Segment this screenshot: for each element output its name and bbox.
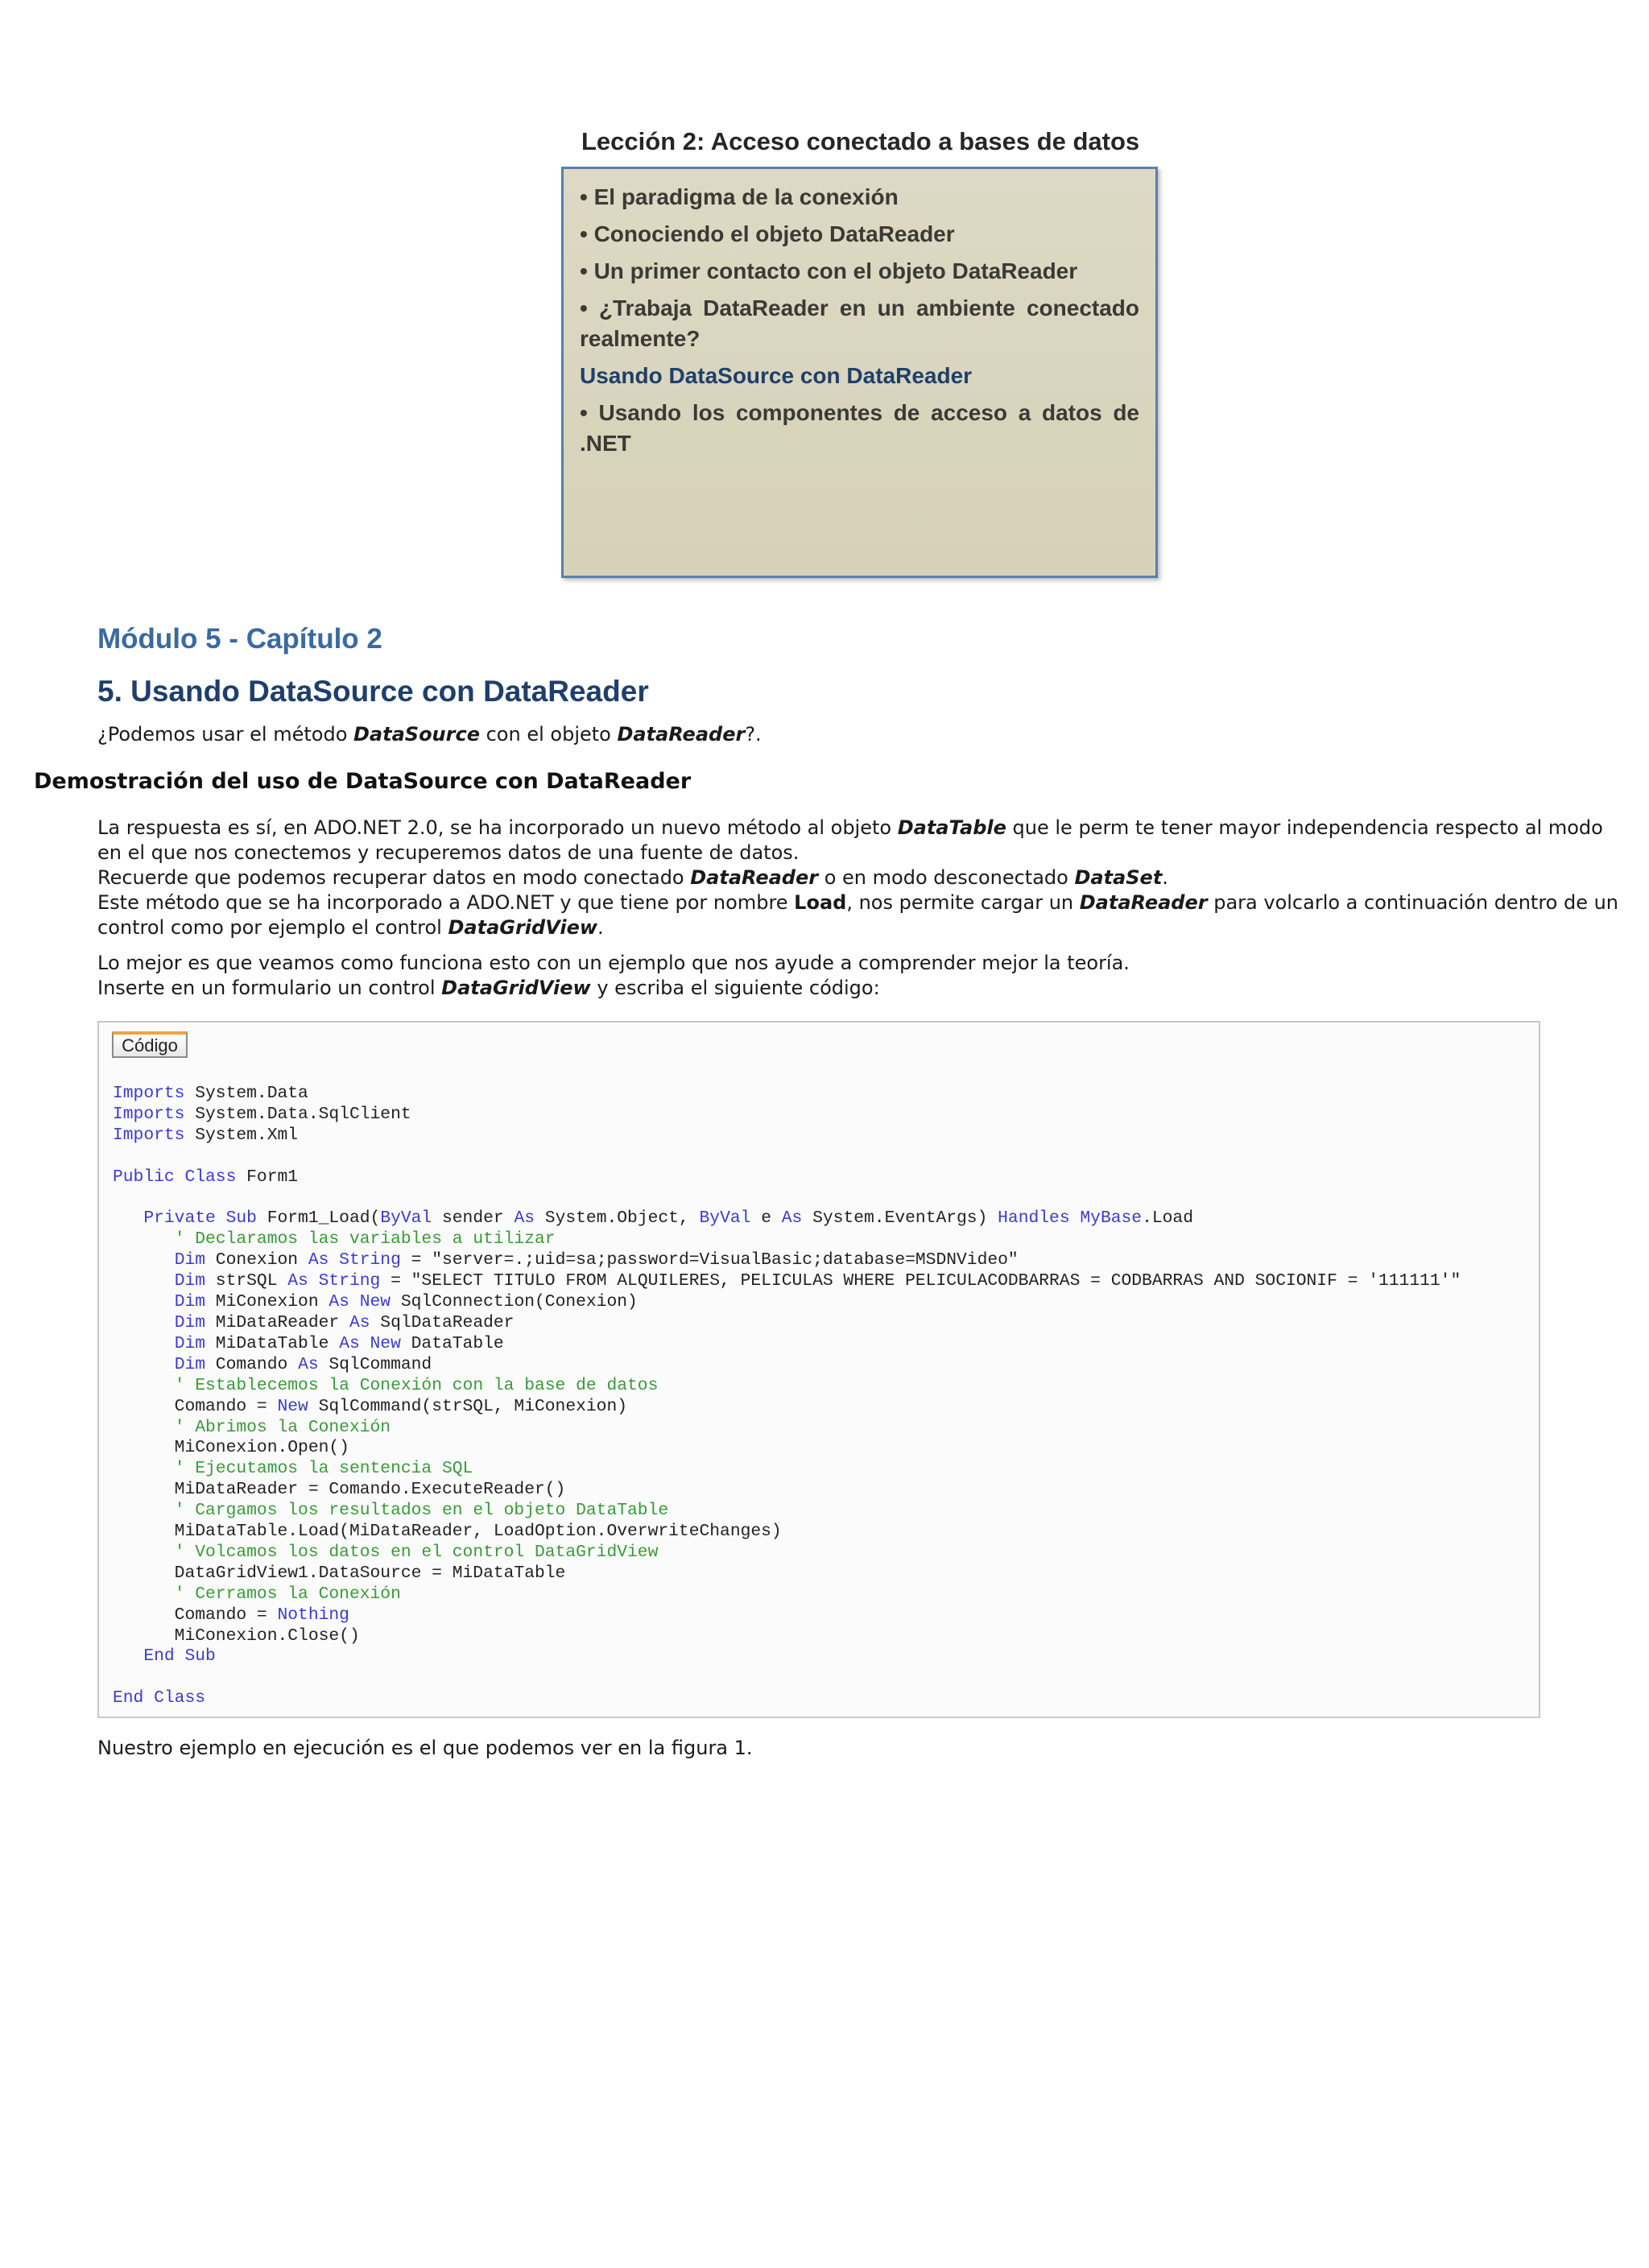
code-keyword: As — [298, 1354, 319, 1374]
slide-item: • Un primer contacto con el objeto DataReader — [580, 258, 1078, 283]
code-text: SqlConnection(Conexion) — [391, 1292, 638, 1312]
code-tab[interactable]: Código — [112, 1031, 188, 1058]
code-text — [113, 1292, 175, 1312]
code-listing — [113, 1084, 1461, 1709]
text: ?. — [745, 723, 762, 746]
text: Recuerde que podemos recuperar datos en modo conectado — [97, 866, 691, 889]
code-text — [113, 1229, 175, 1249]
text: Este método que se ha incorporado a ADO.NET y que tiene por nombre — [97, 891, 795, 914]
code-text: SqlDataReader — [370, 1312, 515, 1332]
code-keyword: ByVal — [380, 1208, 432, 1229]
code-text: Form1 — [236, 1167, 299, 1187]
code-line — [113, 1646, 1461, 1667]
code-line — [113, 1605, 1461, 1626]
code-text — [113, 1355, 175, 1374]
code-text: Comando = — [113, 1396, 278, 1416]
text: , nos permite cargar un — [846, 891, 1080, 914]
code-text: MiConexion.Open() — [113, 1438, 349, 1458]
code-line — [113, 1105, 1461, 1126]
text: . — [1162, 866, 1168, 889]
text: ¿Podemos usar el método — [97, 723, 353, 746]
code-keyword: As — [781, 1208, 803, 1229]
code-line — [113, 1459, 1461, 1480]
term: Load — [794, 891, 847, 914]
code-text: sender — [432, 1208, 515, 1229]
code-line — [113, 1334, 1461, 1355]
code-text: MiDataTable — [205, 1333, 340, 1353]
code-text — [113, 1459, 175, 1478]
code-line — [113, 1522, 1461, 1543]
code-line — [113, 1208, 1461, 1229]
paragraph-line — [97, 816, 1619, 865]
code-line — [113, 1480, 1461, 1501]
code-keyword: Dim — [174, 1354, 206, 1374]
code-line — [113, 1438, 1461, 1459]
code-line — [113, 1084, 1461, 1105]
code-keyword: As — [514, 1208, 535, 1229]
code-text: MiConexion.Close() — [113, 1626, 360, 1646]
term: DataTable — [897, 816, 1006, 839]
paragraph-explanation — [97, 816, 1619, 940]
slide-item: • Usando los componentes de acceso a datos de .NET — [580, 400, 1139, 456]
code-line — [113, 1271, 1461, 1292]
code-line — [113, 1313, 1461, 1334]
term: DataReader — [617, 723, 746, 746]
text: Inserte en un formulario un control — [97, 977, 442, 999]
code-keyword: ByVal — [699, 1208, 751, 1229]
paragraph-line — [97, 890, 1619, 940]
code-line — [113, 1229, 1461, 1250]
code-line — [113, 1564, 1461, 1584]
code-text: MiConexion — [205, 1292, 329, 1312]
code-keyword: Dim — [174, 1292, 206, 1312]
code-line — [113, 1688, 1461, 1709]
code-text: .Load — [1142, 1208, 1193, 1229]
code-line — [113, 1126, 1461, 1146]
code-keyword: Imports — [113, 1104, 185, 1124]
code-text: MiDataTable.Load(MiDataReader, LoadOption.OverwriteChanges) — [113, 1522, 782, 1542]
code-comment: ' Declaramos las variables a utilizar — [174, 1229, 556, 1250]
slide-lesson-list — [561, 167, 1158, 578]
code-text: Form1_Load( — [256, 1208, 381, 1229]
text: o en modo desconectado — [818, 866, 1075, 889]
code-text — [113, 1313, 175, 1332]
code-line — [113, 1626, 1461, 1647]
code-text: System.Xml — [184, 1125, 299, 1145]
code-text — [113, 1418, 175, 1437]
paragraph-line: Lo mejor es que veamos como funciona esto con un ejemplo que nos ayude a comprender mejor la teoría. — [97, 952, 1130, 974]
text: que le perm te tener mayor independencia respecto al modo en el que nos conectemos y recuperemos datos de una fuente de datos. — [97, 816, 1603, 864]
code-comment: ' Cerramos la Conexión — [174, 1584, 401, 1604]
code-keyword: As New — [329, 1292, 391, 1312]
slide-item: • El paradigma de la conexión — [580, 184, 899, 209]
slide-title: Lección 2: Acceso conectado a bases de datos — [581, 127, 1140, 155]
code-keyword: Nothing — [277, 1605, 349, 1625]
code-text: MiDataReader — [205, 1312, 349, 1332]
term: DataReader — [1079, 891, 1208, 914]
code-block — [97, 1021, 1540, 1718]
code-text: e — [750, 1208, 782, 1229]
code-text — [113, 1376, 175, 1395]
text: para volcarlo a continuación dentro de un control como por ejemplo el control — [97, 891, 1619, 939]
code-comment: ' Cargamos los resultados en el objeto DataTable — [174, 1501, 669, 1521]
intro-question — [97, 723, 762, 746]
module-title: Módulo 5 - Capítulo 2 — [97, 623, 382, 655]
code-keyword: End Sub — [143, 1646, 216, 1667]
code-text: DataGridView1.DataSource = MiDataTable — [113, 1563, 566, 1583]
code-text: MiDataReader = Comando.ExecuteReader() — [113, 1480, 566, 1500]
code-line — [113, 1146, 1461, 1167]
code-comment: ' Volcamos los datos en el control DataGridView — [174, 1542, 659, 1562]
code-line — [113, 1250, 1461, 1271]
code-text: SqlCommand — [318, 1354, 432, 1374]
code-text: strSQL — [205, 1271, 288, 1291]
paragraph-instructions — [97, 951, 1619, 1001]
code-text: Comando — [205, 1354, 299, 1374]
code-line — [113, 1418, 1461, 1439]
text: y escriba el siguiente código: — [590, 977, 880, 999]
code-keyword: Public Class — [113, 1167, 237, 1187]
code-text — [113, 1334, 175, 1353]
code-text: SqlCommand(strSQL, MiConexion) — [308, 1396, 628, 1416]
code-line — [113, 1188, 1461, 1209]
code-comment: ' Establecemos la Conexión con la base de datos — [174, 1375, 659, 1395]
code-text — [113, 1501, 175, 1520]
closing-text: Nuestro ejemplo en ejecución es el que podemos ver en la figura 1. — [97, 1737, 753, 1759]
code-keyword: End Class — [113, 1688, 206, 1708]
term: DataGridView — [448, 916, 598, 939]
code-keyword: As String — [287, 1271, 381, 1291]
code-line — [113, 1584, 1461, 1605]
term: DataReader — [690, 866, 819, 889]
term: DataSet — [1074, 866, 1163, 889]
code-text: = "server=.;uid=sa;password=VisualBasic;database=MSDNVideo" — [400, 1250, 1019, 1270]
code-keyword: New — [277, 1396, 308, 1416]
slide-item: • Conociendo el objeto DataReader — [580, 221, 955, 246]
code-keyword: Handles MyBase — [998, 1208, 1143, 1229]
code-text: Comando = — [113, 1605, 278, 1625]
code-line — [113, 1292, 1461, 1313]
slide-item: • ¿Trabaja DataReader en un ambiente conectado realmente? — [580, 295, 1139, 351]
code-keyword: Dim — [174, 1312, 206, 1332]
code-text: Conexion — [205, 1250, 308, 1270]
code-comment: ' Abrimos la Conexión — [174, 1417, 391, 1437]
section-title: 5. Usando DataSource con DataReader — [97, 675, 649, 708]
code-line — [113, 1501, 1461, 1522]
paragraph-line — [97, 865, 1619, 890]
code-text — [113, 1250, 175, 1270]
code-text: System.Data — [184, 1084, 308, 1103]
code-comment: ' Ejecutamos la sentencia SQL — [174, 1459, 473, 1479]
text: con el objeto — [479, 723, 618, 746]
code-text — [113, 1208, 143, 1228]
text: . — [597, 916, 604, 939]
slide-item-current: Usando DataSource con DataReader — [580, 363, 973, 388]
code-text: System.EventArgs) — [802, 1208, 998, 1229]
code-text — [113, 1646, 143, 1666]
paragraph-line — [97, 976, 1619, 1001]
code-text: = "SELECT TITULO FROM ALQUILERES, PELICULAS WHERE PELICULACODBARRAS = CODBARRAS AND SOCIONIF = '111111'" — [380, 1271, 1461, 1291]
code-keyword: Dim — [174, 1271, 206, 1291]
code-keyword: As — [349, 1312, 370, 1332]
code-keyword: As String — [308, 1250, 401, 1270]
code-text: System.Object, — [535, 1208, 700, 1229]
code-text: System.Data.SqlClient — [184, 1104, 411, 1124]
code-keyword: Dim — [174, 1250, 206, 1270]
term: DataGridView — [441, 977, 591, 999]
code-line — [113, 1667, 1461, 1688]
code-keyword: As New — [339, 1333, 401, 1353]
demo-heading: Demostración del uso de DataSource con DataReader — [34, 769, 692, 794]
term: DataSource — [353, 723, 480, 746]
code-line — [113, 1355, 1461, 1376]
code-keyword: Imports — [113, 1125, 185, 1145]
code-text — [113, 1584, 175, 1604]
code-line — [113, 1376, 1461, 1397]
code-line — [113, 1167, 1461, 1188]
code-line — [113, 1543, 1461, 1564]
code-keyword: Dim — [174, 1333, 206, 1353]
code-text: DataTable — [400, 1333, 504, 1353]
code-line — [113, 1397, 1461, 1418]
code-keyword: Imports — [113, 1084, 185, 1103]
code-text — [113, 1271, 175, 1291]
code-text — [113, 1543, 175, 1562]
code-keyword: Private Sub — [143, 1208, 257, 1229]
text: La respuesta es sí, en ADO.NET 2.0, se ha incorporado un nuevo método al objeto — [97, 816, 898, 839]
